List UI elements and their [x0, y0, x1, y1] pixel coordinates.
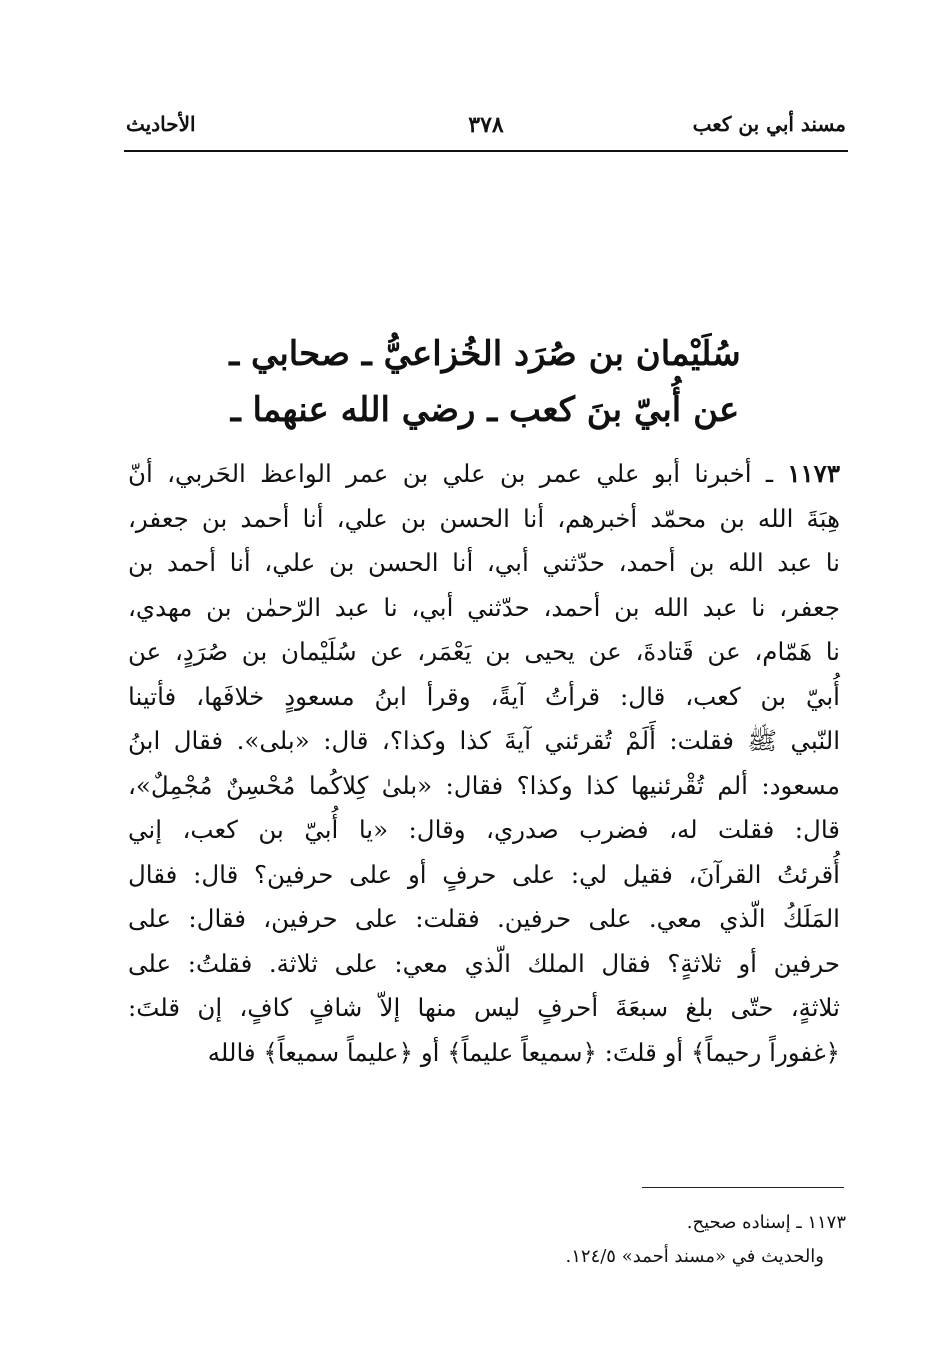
text-line: النّبي ﷺ فقلت: أَلَمْ تُقرئني آيةَ كذا وكذا؟، قال: «بلى». فقال ابنُ [128, 726, 840, 755]
chapter-title [140, 326, 830, 438]
text-line: أُقرئتُ القرآنَ، فقيل لي: على حرفٍ أو على حرفين؟ قال: فقال [128, 859, 840, 889]
text-line: قال: فقلت له، فضرب صدري، وقال: «يا أُبيّ بن كعب، إني [128, 815, 840, 844]
footnotes [300, 1206, 846, 1274]
text-line: هِبَةَ الله بن محمّد أخبرهم، أنا الحسن بن علي، أنا أحمد بن جعفر، [128, 503, 840, 533]
header-book-title: مسند أبي بن كعب [692, 112, 846, 136]
chapter-title-line-2: عن أُبيّ بنَ كعب ـ رضي الله عنهما ـ [230, 390, 740, 430]
hadith-number: ١١٧٣ [787, 459, 840, 488]
footnote-divider [642, 1187, 844, 1188]
text-line: مسعود: ألم تُقْرئنيها كذا وكذا؟ فقال: «بلىٰ كِلاكُما مُحْسِنٌ مُجْمِلٌ»، [128, 770, 840, 800]
hadith-body [128, 452, 840, 1075]
text-line-content: ـ أخبرنا أبو علي عمر بن علي بن عمر الواعظ الحَربي، أنّ [128, 459, 774, 488]
page-number: ٣٧٨ [468, 112, 504, 138]
text-line: حرفين أو ثلاثةٍ؟ فقال الملك الّذي معي: على ثلاثة. فقلتُ: على [128, 948, 840, 978]
running-header [126, 112, 846, 148]
text-line: ثلاثةٍ، حتّى بلغ سبعَةَ أحرفٍ ليس منها إلاّ شافٍ كافٍ، إن قلتَ: [128, 993, 840, 1022]
text-line: نا هَمّام، عن قَتادةَ، عن يحيى بن يَعْمَر، عن سُلَيْمان بن صُرَدٍ، عن [128, 637, 840, 666]
footnote-2: والحديث في «مسند أحمد» ١٢٤/٥. [565, 1246, 824, 1267]
header-section-title: الأحاديث [126, 112, 196, 136]
footnote-1: ١١٧٣ ـ إسناده صحيح. [686, 1212, 846, 1233]
chapter-title-line-1: سُلَيْمان بن صُرَد الخُزاعيُّ ـ صحابي ـ [229, 334, 741, 374]
text-line [128, 452, 840, 497]
text-line: نا عبد الله بن أحمد، حدّثني أبي، أنا الحسن بن علي، أنا أحمد بن [128, 548, 840, 577]
text-line: أُبيّ بن كعب، قال: قرأتُ آيةً، وقرأ ابنُ مسعودٍ خلافَها، فأتينا [128, 681, 840, 711]
text-line: ﴿غفوراً رحيماً﴾ أو قلتَ: ﴿سميعاً عليماً﴾ أو ﴿عليماً سميعاً﴾ فالله [207, 1037, 840, 1067]
text-line: جعفر، نا عبد الله بن أحمد، حدّثني أبي، نا عبد الرّحمٰن بن مهدي، [128, 592, 840, 622]
header-divider [124, 150, 848, 152]
text-line: المَلَكُ الّذي معي. على حرفين. فقلت: على حرفين، فقال: على [128, 904, 840, 933]
